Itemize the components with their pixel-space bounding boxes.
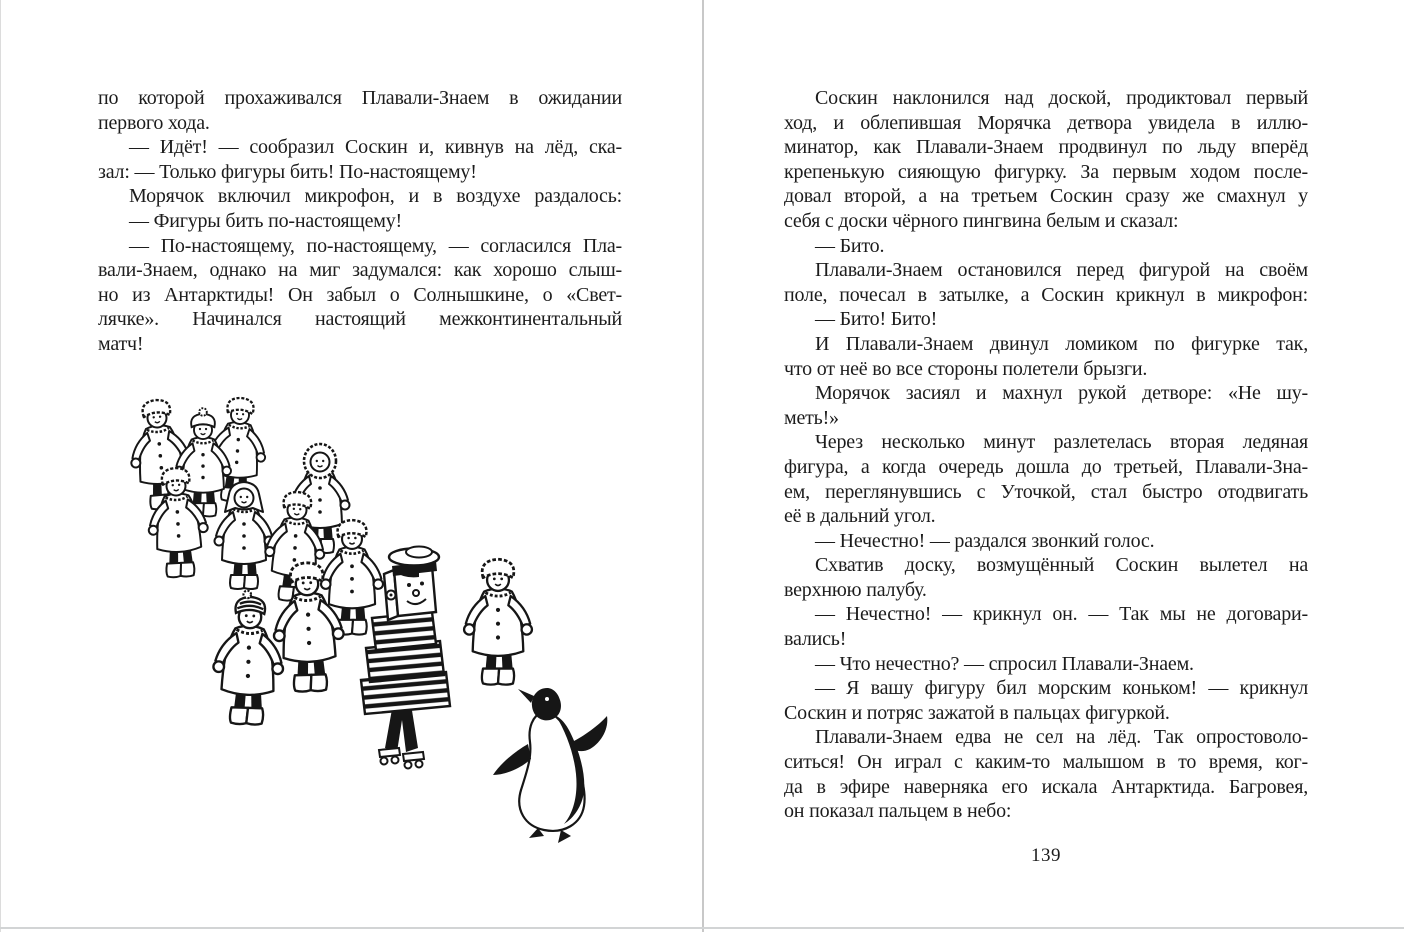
text-line: Соскин наклонился над доской, продиктовал первый [815, 87, 1308, 109]
page-number: 139 [1031, 845, 1061, 866]
text-line: вались! [784, 628, 847, 651]
text-line: меть!» [784, 406, 839, 429]
text-line: верхнюю палубу. [784, 578, 927, 601]
text-line: Плавали-Знаем остановился перед фигурой на своём [815, 259, 1308, 282]
text-line: вали-Знаем, однако на миг задумался: как хорошо слыш- [98, 259, 622, 282]
text-line: — Фигуры бить по-настоящему! [129, 209, 402, 232]
text-line: Через несколько минут разлетелась вторая ледяная [815, 431, 1308, 454]
text-line: — Бито! Бито! [815, 308, 938, 331]
text-line: по которой прохаживался Плавали-Знаем в ожидании [98, 87, 622, 109]
text-line: да в эфире наверняка его искала Антарктида. Багровея, [784, 775, 1308, 798]
right-page-text [784, 86, 1308, 824]
text-line: ем, переглянувшись с Уточкой, стал быстро отодвигать [784, 480, 1308, 503]
text-line: крепенькую сияющую фигурку. За первым ходом после- [784, 160, 1308, 183]
book-illustration [100, 382, 620, 845]
text-line: — Идёт! — сообразил Соскин и, кивнув на лёд, ска- [129, 136, 622, 159]
text-line: фигура, а когда очередь дошла до третьей, Плавали-Зна- [784, 455, 1308, 478]
text-line: Соскин и потряс зажатой в пальцах фигуркой. [784, 701, 1170, 724]
text-line: Морячок засиял и махнул рукой детворе: «Не шу- [815, 382, 1308, 405]
text-line: себя с доски чёрного пингвина белым и сказал: [784, 209, 1179, 232]
text-line: поле, почесал в затылке, а Соскин крикнул в микрофон: [784, 283, 1308, 306]
text-line: её в дальний угол. [784, 505, 936, 528]
page-gutter [702, 0, 704, 932]
text-line: И Плавали-Знаем двинул ломиком по фигурке так, [815, 332, 1308, 355]
text-line: Морячок включил микрофон, и в воздухе раздалось: [129, 185, 622, 208]
text-line: Плавали-Знаем едва не сел на лёд. Так опростоволо- [815, 726, 1308, 749]
text-line: — Я вашу фигуру бил морским коньком! — крикнул [815, 677, 1308, 700]
text-line: — По-настоящему, по-настоящему, — согласился Пла- [129, 234, 622, 257]
text-line: ход, и облепившая Морячка детвора увидела в иллю- [784, 111, 1308, 134]
scan-edge-bottom [0, 927, 1404, 929]
child-figure [464, 559, 532, 684]
penguin-flipper [493, 744, 531, 775]
scan-edge-left [0, 0, 1, 932]
penguin-figure [493, 688, 607, 843]
text-line: — Нечестно! — крикнул он. — Так мы не договари- [815, 603, 1308, 626]
text-line: первого хода. [98, 111, 210, 134]
text-line: лячке». Начинался настоящий межконтинентальный [98, 308, 622, 331]
text-line: он показал пальцем в небо: [784, 800, 1012, 823]
text-line: — Нечестно! — раздался звонкий голос. [815, 529, 1155, 552]
text-line: ситься! Он играл с каким-то малышом в то время, ког- [784, 751, 1308, 774]
text-line: довал второй, а на третьем Соскин сразу же смахнул у [784, 185, 1308, 208]
text-line: — Что нечестно? — спросил Плавали-Знаем. [815, 652, 1194, 675]
text-line: матч! [98, 332, 144, 355]
text-line: — Бито. [815, 234, 885, 257]
text-line: минатор, как Плавали-Знаем продвинул по льду вперёд [784, 136, 1308, 159]
penguin-flipper [572, 716, 607, 751]
child-figure [211, 590, 285, 726]
text-line: но из Антарктиды! Он забыл о Солнышкине, о «Свет- [98, 283, 622, 306]
text-line: что от неё во все стороны полетели брызги. [784, 357, 1148, 380]
text-line: зал: — Только фигуры бить! По-настоящему! [98, 160, 477, 183]
left-page-text [98, 86, 622, 357]
text-line: Схватив доску, возмущённый Соскин вылетел на [815, 554, 1308, 577]
